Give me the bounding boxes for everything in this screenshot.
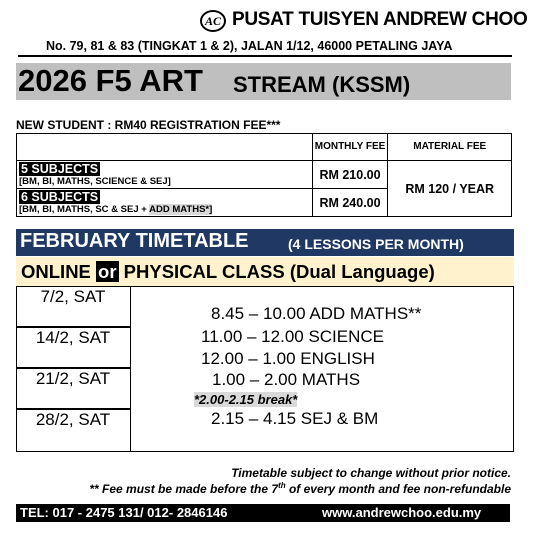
package-cell: [17, 161, 313, 189]
package-cell: [17, 189, 313, 217]
package-name: 5 SUBJECTS: [21, 161, 99, 176]
contact-phone: TEL: 017 - 2475 131/ 012- 2846146: [20, 505, 228, 520]
timetable-subtitle: (4 LESSONS PER MONTH): [288, 236, 464, 252]
break-note: *2.00-2.15 break*: [194, 392, 298, 407]
school-address: No. 79, 81 & 83 (TINGKAT 1 & 2), JALAN 1/12, 46000 PETALING JAYA: [46, 39, 453, 53]
school-logo: AC: [200, 10, 226, 32]
school-name: PUSAT TUISYEN ANDREW CHOO: [232, 9, 528, 30]
page-title: 2026 F5 ART: [18, 63, 203, 98]
package-details: [BM, BI, MATHS, SC & SEJ + ADD MATHS*]: [19, 203, 213, 215]
schedule-item: 1.00 – 2.00 MATHS: [212, 370, 361, 389]
page-subtitle: STREAM (KSSM): [233, 72, 411, 97]
material-fee-header: MATERIAL FEE: [388, 134, 512, 161]
monthly-fee-header: MONTHLY FEE: [312, 134, 388, 161]
schedule-item: 11.00 – 12.00 SCIENCE: [201, 327, 385, 346]
monthly-fee-value: RM 210.00: [312, 161, 388, 189]
class-mode: ONLINE or PHYSICAL CLASS (Dual Language): [21, 261, 435, 282]
package-name: 6 SUBJECTS: [21, 189, 99, 204]
timetable-title: FEBRUARY TIMETABLE: [20, 230, 249, 252]
package-details: [BM, BI, MATHS, SCIENCE & SEJ]: [19, 175, 171, 187]
material-fee-value: RM 120 / YEAR: [388, 161, 512, 217]
registration-fee-note: NEW STUDENT : RM40 REGISTRATION FEE***: [16, 118, 281, 132]
fee-table: [16, 133, 512, 217]
schedule-item: 2.15 – 4.15 SEJ & BM: [211, 409, 379, 428]
date-cell: 7/2, SAT: [16, 286, 131, 327]
timetable-disclaimer: Timetable subject to change without prior notice.: [231, 466, 511, 480]
monthly-fee-value: RM 240.00: [312, 189, 388, 217]
header-divider: [18, 55, 512, 57]
date-cell: 28/2, SAT: [16, 409, 131, 450]
fee-payment-note: ** Fee must be made before the 7th of every month and fee non-refundable: [89, 481, 511, 496]
date-cell: 14/2, SAT: [16, 327, 131, 368]
fee-table-blank-header: [17, 134, 313, 161]
schedule-item: 12.00 – 1.00 ENGLISH: [201, 349, 375, 368]
add-maths-highlight: ADD MATHS*]: [149, 203, 213, 215]
website-link[interactable]: www.andrewchoo.edu.my: [322, 505, 482, 520]
date-cell: 21/2, SAT: [16, 368, 131, 409]
schedule-item: 8.45 – 10.00 ADD MATHS**: [211, 304, 422, 323]
